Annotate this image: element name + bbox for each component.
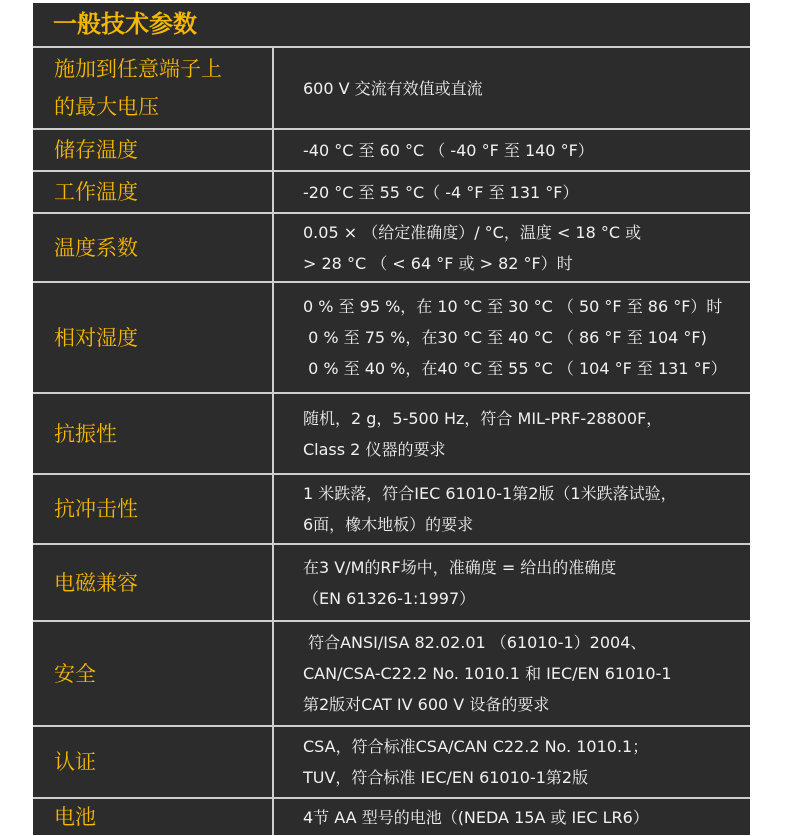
spec-label: [33, 130, 274, 170]
spec-row-vibration: [33, 392, 750, 473]
spec-label-text: 施加到任意端子上 的最大电压: [54, 57, 222, 119]
spec-label-text: 抗振性: [54, 421, 117, 446]
spec-label-text: 电池: [54, 805, 96, 829]
spec-row-max-voltage: [33, 46, 750, 128]
spec-label: [33, 727, 274, 797]
spec-value: [276, 283, 750, 392]
spec-label-text: 相对湿度: [54, 325, 138, 350]
spec-value-line: TUV，符合标准 IEC/EN 61010-1第2版: [303, 768, 589, 787]
spec-value-line: 0 % 至 40 %，在40 °C 至 55 °C （ 104 °F 至 131 °F）: [303, 359, 727, 378]
spec-value-line: 4节 AA 型号的电池（(NEDA 15A 或 IEC LR6）: [303, 807, 649, 827]
spec-label-text: 安全: [54, 661, 96, 686]
spec-value-line: 1 米跌落，符合IEC 61010-1第2版（1米跌落试验，: [303, 484, 677, 503]
spec-label-text: 抗冲击性: [54, 497, 138, 521]
spec-row-storage-temp: [33, 128, 750, 170]
spec-value-line: 6面，橡木地板）的要求: [303, 515, 474, 534]
spec-label-text: 储存温度: [54, 138, 138, 162]
spec-label: [33, 214, 274, 281]
spec-value-line: > 28 °C （ < 64 °F 或 > 82 °F）时: [303, 253, 573, 273]
spec-value-line: Class 2 仪器的要求: [303, 439, 446, 459]
spec-row-operating-temp: [33, 170, 750, 212]
spec-table: [33, 3, 750, 835]
spec-label: [33, 622, 274, 725]
spec-value-line: -40 °C 至 60 °C （ -40 °F 至 140 °F）: [303, 140, 594, 160]
spec-label: [33, 475, 274, 543]
spec-value-line: 0.05 × （给定准确度）/ °C，温度 < 18 °C 或: [303, 222, 642, 242]
spec-value-line: CSA，符合标准CSA/CAN C22.2 No. 1010.1；: [303, 737, 649, 756]
spec-label: [33, 48, 274, 128]
spec-label-text: 工作温度: [54, 180, 138, 204]
spec-value: [276, 48, 750, 128]
spec-value-line: -20 °C 至 55 °C（ -4 °F 至 131 °F）: [303, 182, 579, 202]
spec-value: [276, 214, 750, 281]
spec-label-text: 电磁兼容: [54, 570, 138, 595]
spec-value-line: 符合ANSI/ISA 82.02.01 （61010-1）2004、: [303, 633, 647, 652]
spec-row-safety: [33, 620, 750, 725]
spec-label-text: 温度系数: [54, 235, 138, 260]
spec-value: [276, 622, 750, 725]
spec-row-temp-coefficient: [33, 212, 750, 281]
spec-value: [276, 130, 750, 170]
spec-value-line: 0 % 至 75 %，在30 °C 至 40 °C （ 86 °F 至 104 °F): [303, 328, 707, 347]
spec-label: [33, 545, 274, 620]
spec-value: [276, 475, 750, 543]
spec-label: [33, 394, 274, 473]
spec-label: [33, 799, 274, 835]
table-title: 一般技术参数: [53, 10, 197, 38]
spec-value: [276, 727, 750, 797]
spec-value: [276, 545, 750, 620]
spec-row-emc: [33, 543, 750, 620]
spec-row-battery: [33, 797, 750, 835]
spec-value-line: CAN/CSA-C22.2 No. 1010.1 和 IEC/EN 61010-1: [303, 664, 672, 683]
spec-value-line: 600 V 交流有效值或直流: [303, 78, 483, 98]
spec-label: [33, 172, 274, 212]
spec-value: [276, 172, 750, 212]
spec-value: [276, 799, 750, 835]
spec-value-line: （EN 61326-1:1997）: [303, 588, 476, 608]
spec-value-line: 随机，2 g，5-500 Hz，符合 MIL-PRF-28800F，: [303, 408, 663, 428]
spec-value-line: 在3 V/M的RF场中，准确度 = 给出的准确度: [303, 557, 617, 577]
spec-value-line: 0 % 至 95 %，在 10 °C 至 30 °C （ 50 °F 至 86 °F）时: [303, 297, 723, 316]
spec-row-certification: [33, 725, 750, 797]
spec-row-humidity: [33, 281, 750, 392]
spec-label-text: 认证: [54, 750, 96, 774]
spec-row-shock: [33, 473, 750, 543]
spec-value: [276, 394, 750, 473]
spec-label: [33, 283, 274, 392]
spec-value-line: 第2版对CAT IV 600 V 设备的要求: [303, 695, 550, 714]
